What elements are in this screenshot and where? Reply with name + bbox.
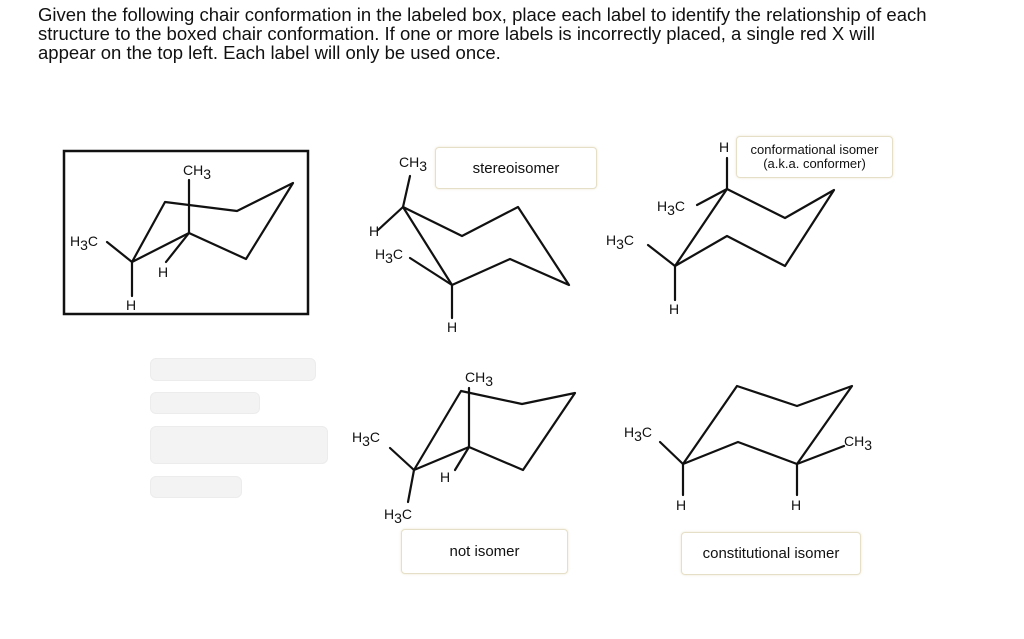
bottom-middle-h: H [440, 469, 451, 485]
structure-bottom-right [624, 386, 872, 513]
label-not-isomer-text: not isomer [449, 543, 520, 560]
drop-slot-1[interactable] [150, 358, 316, 381]
drop-slot-3[interactable] [150, 426, 328, 464]
label-conformational-line2: (a.k.a. conformer) [763, 156, 866, 171]
reference-h-axial: H [158, 264, 169, 280]
label-constitutional-isomer[interactable] [681, 532, 861, 575]
question-line-2: structure to the boxed chair conformation. If one or more labels is incorrectly placed, a single red X will [38, 23, 876, 44]
label-conformational-isomer[interactable] [736, 136, 893, 178]
label-stereoisomer[interactable] [435, 147, 597, 189]
bottom-right-h3c: H3C [624, 424, 653, 444]
reference-ring [132, 183, 293, 262]
bottom-right-h-right: H [791, 497, 802, 513]
reference-ch3: CH3 [183, 162, 212, 182]
top-middle-h-bottom: H [447, 319, 458, 335]
bottom-middle-ch3: CH3 [465, 369, 494, 389]
top-right-h3c-left: H3C [606, 232, 635, 252]
structure-bottom-middle [352, 369, 575, 526]
top-right-h3c-upper: H3C [657, 198, 686, 218]
label-conformational-line1: conformational isomer [750, 142, 879, 157]
question-line-3: appear on the top left. Each label will only be used once. [38, 42, 501, 63]
bottom-middle-ring [414, 391, 575, 470]
drop-slot-4[interactable] [150, 476, 242, 498]
reference-h-bottom: H [126, 297, 137, 313]
drop-slot-2[interactable] [150, 392, 260, 414]
top-middle-ch3: CH3 [399, 154, 428, 174]
top-right-h-bottom: H [669, 301, 680, 317]
top-middle-h3c: H3C [375, 246, 404, 266]
bottom-right-h-left: H [676, 497, 687, 513]
label-constitutional-text: constitutional isomer [702, 545, 840, 562]
bottom-right-ch3: CH3 [844, 433, 873, 453]
reference-chair [64, 151, 308, 314]
bottom-middle-h3c-bottom: H3C [384, 506, 413, 526]
question-line-1: Given the following chair conformation in the labeled box, place each label to identify the relationship of each [38, 4, 927, 25]
top-middle-ring [403, 207, 569, 285]
label-not-isomer[interactable] [401, 529, 568, 574]
top-middle-h-left: H [369, 223, 380, 239]
top-right-h-top: H [719, 139, 730, 155]
top-right-ring [675, 189, 834, 266]
reference-h3c: H3C [70, 233, 99, 253]
bottom-middle-h3c-left: H3C [352, 429, 381, 449]
label-stereoisomer-text: stereoisomer [472, 159, 560, 177]
